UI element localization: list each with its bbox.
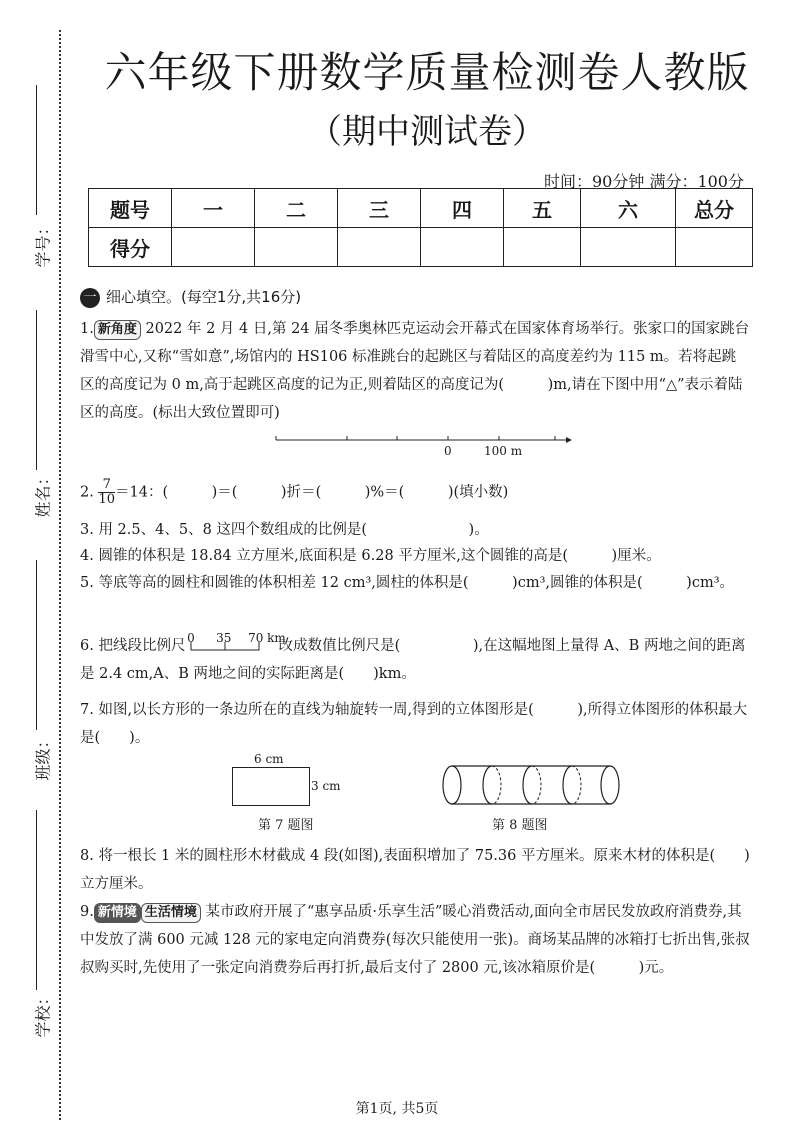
scale-label-70: 70 km: [248, 631, 286, 645]
time-info: 时间：90分钟 满分：100分: [544, 172, 744, 191]
question-6: [80, 632, 750, 688]
name-line: [36, 310, 37, 470]
score-input-cell[interactable]: [421, 228, 504, 267]
score-cell: 二: [255, 189, 338, 228]
student-id-label: 学号：: [33, 219, 53, 268]
score-cell: 五: [504, 189, 581, 228]
score-cell: 题号: [89, 189, 172, 228]
class-line: [36, 560, 37, 730]
binding-dotted-line: [59, 30, 61, 1120]
new-scenario-tag: 新情境: [94, 903, 141, 923]
question-2: [80, 478, 750, 507]
question-9: [80, 898, 750, 982]
fraction-denominator: 10: [98, 492, 115, 507]
score-cell: 三: [338, 189, 421, 228]
question-text: ＝14：( )＝( )折＝( )%＝( )(填小数): [115, 484, 509, 501]
score-input-cell[interactable]: [338, 228, 421, 267]
question-number: 2.: [80, 484, 94, 501]
score-cell: 得分: [89, 228, 172, 267]
score-input-cell[interactable]: [172, 228, 255, 267]
school-line: [36, 810, 37, 990]
question-number: 9.: [80, 904, 94, 920]
axis-zero-label: 0: [444, 444, 452, 458]
score-input-cell[interactable]: [504, 228, 581, 267]
question-4: 4. 圆锥的体积是 18.84 立方厘米,底面积是 6.28 平方厘米,这个圆锥的高是( )厘米。: [80, 548, 661, 564]
question-text: 某市政府开展了“惠享品质·乐享生活”暖心消费活动,面向全市居民发放政府消费券,其中发放了满 600 元减 128 元的家电定向消费券(每次只能使用一张)。商场某品牌的冰箱打七折出售,张叔叔购买时,先使用了一张定向消费券后再打折,最后支付了 2800 元,该冰箱原价是( )元。: [80, 904, 750, 976]
question-7: 7. 如图,以长方形的一条边所在的直线为轴旋转一周,得到的立体图形是( ),所得立体图形的体积最大是( )。: [80, 702, 748, 746]
score-cell: 一: [172, 189, 255, 228]
fig7-width-label: 6 cm: [254, 752, 284, 766]
score-table-header-row: [89, 189, 753, 228]
score-table: [88, 188, 753, 267]
page-subtitle: （期中测试卷）: [308, 112, 546, 152]
section-number: 一: [80, 288, 100, 308]
question-8: 8. 将一根长 1 米的圆柱形木材截成 4 段(如图),表面积增加了 75.36 平方厘米。原来木材的体积是( )立方厘米。: [80, 848, 750, 892]
fig7-caption: 第 7 题图: [258, 818, 314, 833]
fraction: [98, 478, 115, 507]
question-3: 3. 用 2.5、4、5、8 这四个数组成的比例是( )。: [80, 522, 489, 538]
fig8-cylinder: [438, 762, 624, 808]
class-label: 班级：: [33, 732, 53, 781]
scale-bar: [190, 642, 260, 652]
student-id-line: [36, 85, 37, 215]
page-title: 六年级下册数学质量检测卷人教版: [104, 48, 750, 97]
number-line: [270, 428, 580, 462]
score-table-score-row: [89, 228, 753, 267]
score-cell: 四: [421, 189, 504, 228]
school-label: 学校：: [33, 989, 53, 1038]
section-header: [80, 286, 301, 308]
question-number: 1.: [80, 321, 94, 337]
new-angle-tag: 新角度: [94, 320, 141, 340]
question-text: 改成数值比例尺是( ),在这幅地图上量得 A、B 两地之间的距离是 2.4 cm,A、B 两地之间的实际距离是( )km。: [80, 638, 746, 682]
axis-100-label: 100 m: [484, 444, 523, 458]
section-title: 细心填空。(每空1分,共16分): [106, 288, 302, 306]
life-scenario-tag: 生活情境: [141, 903, 201, 923]
score-cell: 六: [581, 189, 676, 228]
fig8-caption: 第 8 题图: [492, 818, 548, 833]
fig7-height-label: 3 cm: [311, 779, 341, 793]
scale-label-35: 35: [216, 631, 232, 645]
question-text: 2022 年 2 月 4 日,第 24 届冬季奥林匹克运动会开幕式在国家体育场举行。张家口的国家跳台滑雪中心,又称“雪如意”,场馆内的 HS106 标准跳台的起跳区与着陆区的高度差约为 115 m。若将起跳区的高度记为 0 m,高于起跳区高度的记为正,则着陆区的高度记为( )m,请在下图中用“△”表示着陆区的高度。(标出大致位置即可): [80, 321, 750, 421]
score-input-cell[interactable]: [581, 228, 676, 267]
page-footer: 第1页, 共5页: [355, 1101, 439, 1117]
score-input-cell[interactable]: [255, 228, 338, 267]
question-5: 5. 等底等高的圆柱和圆锥的体积相差 12 cm³,圆柱的体积是( )cm³,圆锥的体积是( )cm³。: [80, 575, 735, 591]
name-label: 姓名：: [33, 469, 53, 518]
question-1: [80, 315, 750, 427]
fig7-rectangle: [232, 767, 310, 806]
score-cell: 总分: [676, 189, 753, 228]
question-text: 6. 把线段比例尺: [80, 638, 186, 654]
scale-label-0: 0: [187, 631, 195, 645]
fraction-numerator: 7: [98, 478, 115, 493]
line-scale: [187, 631, 286, 656]
score-input-cell[interactable]: [676, 228, 753, 267]
